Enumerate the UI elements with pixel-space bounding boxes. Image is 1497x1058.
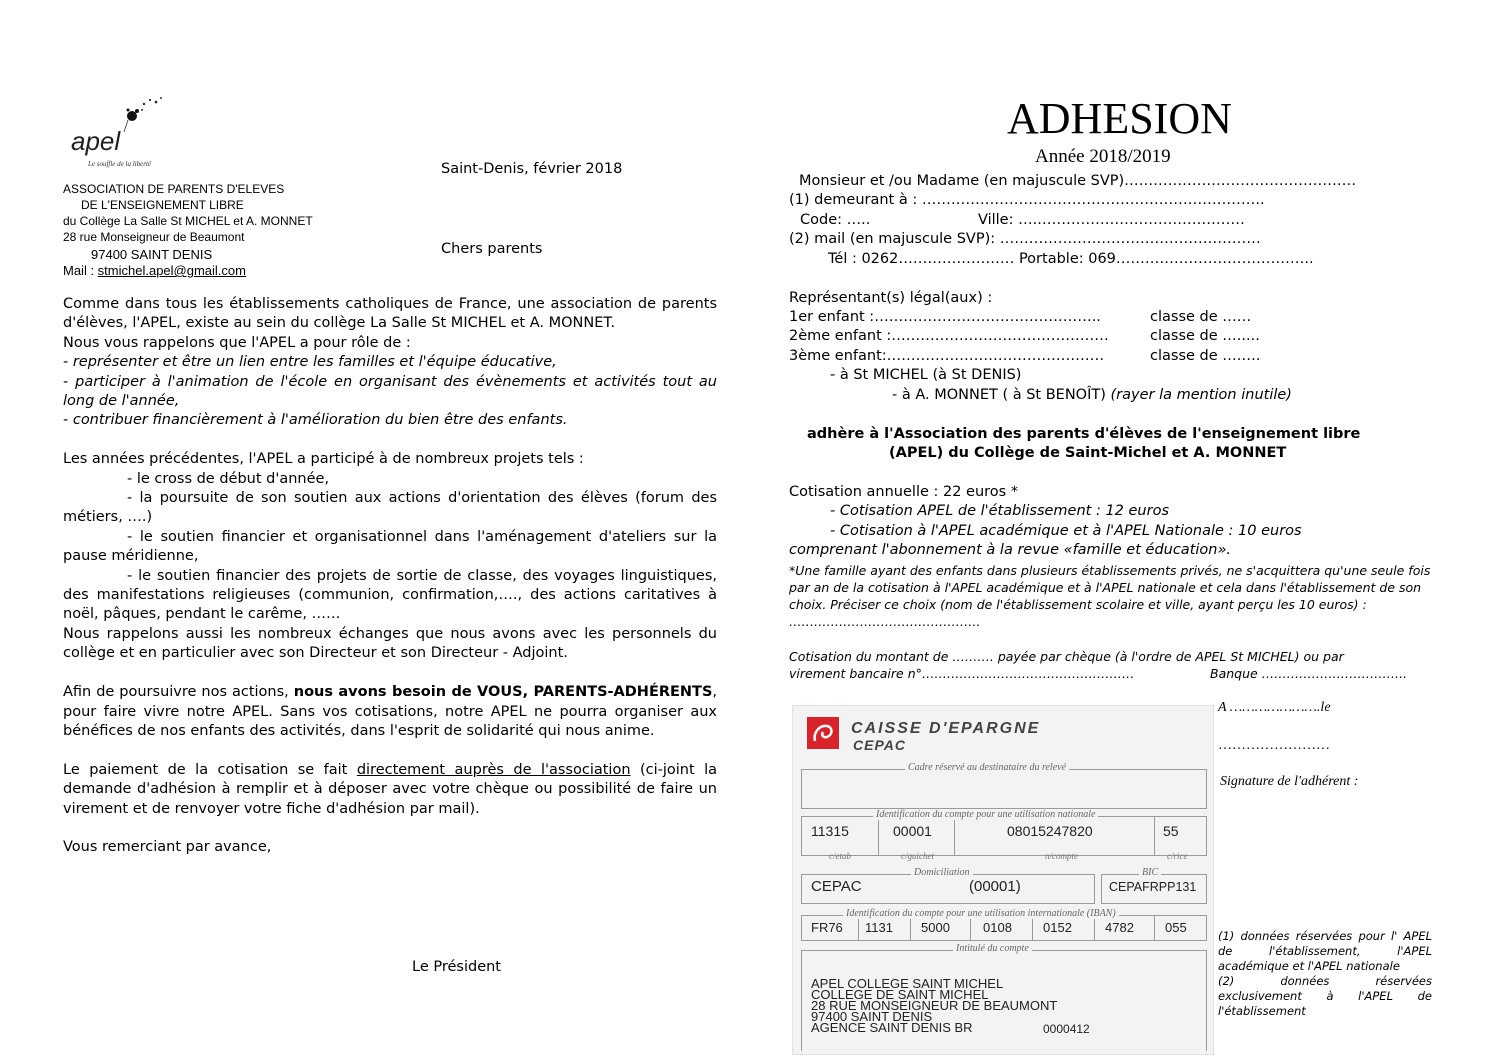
child-2-classe[interactable]: classe de …..... <box>1150 328 1260 344</box>
apel-logo <box>66 96 176 171</box>
assoc-line: ASSOCIATION DE PARENTS D'ELEVES <box>63 182 285 196</box>
child-3[interactable]: 3ème enfant:……………………………………… <box>789 348 1105 364</box>
lieu-date[interactable]: A ………………….le <box>1218 700 1331 715</box>
role-item: - participer à l'animation de l'école en organisant des évènements et activités tout au long de l'année, <box>63 373 717 410</box>
need-paragraph: Afin de poursuivre nos actions, nous avons besoin de VOUS, PARENTS-ADHÉRENTS, pour faire vivre notre APEL. Sans vos cotisations, notre APEL ne pourra organiser aux bénéfices de nos enfants des activités, dans l'esprit de solidarité qui nous anime. <box>63 684 718 739</box>
role-intro: Nous vous rappelons que l'APEL a pour rôle de : <box>63 334 411 351</box>
field-address[interactable]: (1) demeurant à : …………………………………………………………….. <box>789 192 1265 208</box>
child-3-classe[interactable]: classe de ….…. <box>1150 348 1261 364</box>
cap-dest: Cadre réservé au destinataire du relevé <box>905 762 1069 773</box>
rib-dom: CEPAC <box>811 878 862 895</box>
footnote-2: (2) données réservées exclusivement à l'APEL de l'établissement <box>1218 974 1432 1018</box>
iban-2: 1131 <box>865 920 893 935</box>
assoc-line: 28 rue Monseigneur de Beaumont <box>63 230 245 244</box>
letter-body <box>63 295 717 858</box>
field-tel[interactable]: Tél : 0262…………………… Portable: 069………………………………….. <box>828 251 1314 267</box>
iban-1: FR76 <box>811 920 843 935</box>
field-ville[interactable]: Ville: …..…………………………………… <box>978 212 1245 228</box>
lab-guichet: c/guichet <box>901 851 934 861</box>
bank-logo <box>807 717 839 749</box>
signature-label: Signature de l'adhérent : <box>1220 774 1359 789</box>
thanks: Vous remerciant par avance, <box>63 839 272 856</box>
lab-compte: n/compte <box>1045 851 1078 861</box>
child-1-classe[interactable]: classe de …… <box>1150 309 1252 325</box>
holder-line: AGENCE SAINT DENIS BR <box>811 1020 973 1035</box>
cotisation-acad: - Cotisation à l'APEL académique et à l'APEL Nationale : 10 euros <box>830 523 1302 539</box>
iban-6: 4782 <box>1105 920 1134 935</box>
cap-iban: Identification du compte pour une utilisation internationale (IBAN) <box>843 908 1119 919</box>
lab-cle: c/rice <box>1167 851 1188 861</box>
iban-3: 5000 <box>921 920 950 935</box>
payment-paragraph: Le paiement de la cotisation se fait directement auprès de l'association (ci-joint la demande d'adhésion à remplir et à déposer avec votre chèque ou possibilité de faire un virement et de renvoyer votre fiche d'adhésion par mail). <box>63 761 718 817</box>
school-monnet: - à A. MONNET ( à St BENOÎT) (rayer la mention inutile) <box>892 387 1292 403</box>
project-item: - la poursuite de son soutien aux actions d'orientation des élèves (forum des métiers, ….) <box>63 490 717 526</box>
footnote-1: (1) données réservées pour l' APEL de l'établissement, l'APEL académique et l'APEL nationale <box>1218 929 1432 973</box>
assoc-line: 97400 SAINT DENIS <box>91 247 213 262</box>
mail-link[interactable]: stmichel.apel@gmail.com <box>97 263 246 278</box>
adhere-line-1: adhère à l'Association des parents d'élèves de l'enseignement libre <box>807 426 1361 442</box>
field-name[interactable]: Monsieur et /ou Madame (en majuscule SVP)………………………………………… <box>799 173 1357 189</box>
adhere-line-2: (APEL) du Collège de Saint-Michel et A. MONNET <box>889 445 1287 461</box>
dest-box <box>801 769 1207 809</box>
rib-card <box>792 705 1214 1055</box>
agence-code: 0000412 <box>1043 1022 1090 1036</box>
holder-line: APEL COLLEGE SAINT MICHEL <box>811 976 1004 991</box>
logo-name: apel <box>71 126 121 156</box>
bank-sub: CEPAC <box>853 737 906 753</box>
representant-label: Représentant(s) légal(aux) : <box>789 290 993 306</box>
cap-bic: BIC <box>1139 867 1161 878</box>
intro-paragraph: Comme dans tous les établissements catholiques de France, une association de parents d'élèves, l'APEL, existe au sein du collège La Salle St MICHEL et A. MONNET. <box>63 296 717 332</box>
rib-dom-code: (00001) <box>969 878 1021 895</box>
cotisation-revue: comprenant l'abonnement à la revue «famille et éducation». <box>789 542 1232 558</box>
iban-7: 055 <box>1165 920 1187 935</box>
rib-bic: CEPAFRPP131 <box>1109 880 1197 894</box>
child-1[interactable]: 1er enfant :……………………………………….. <box>789 309 1101 325</box>
project-item: - le cross de début d'année, <box>127 470 330 487</box>
signature-president: Le Président <box>412 959 501 975</box>
field-code[interactable]: Code: ….. <box>800 212 871 228</box>
cotisation-annuelle: Cotisation annuelle : 22 euros * <box>789 484 1019 500</box>
holder-block <box>811 978 1057 1033</box>
role-item: - contribuer financièrement à l'amélioration du bien être des enfants. <box>63 412 568 429</box>
rib-compte: 08015247820 <box>1007 823 1093 839</box>
school-st-michel: - à St MICHEL (à St DENIS) <box>830 367 1022 383</box>
cap-int: Intitulé du compte <box>953 943 1032 954</box>
date-dots[interactable]: …………………… <box>1218 738 1330 753</box>
montant-line-1[interactable]: Cotisation du montant de ………. payée par chèque (à l'ordre de APEL St MICHEL) ou par <box>789 649 1344 664</box>
logo-tagline: Le souffle de la liberté <box>88 160 151 168</box>
rib-guichet: 00001 <box>893 823 932 839</box>
project-item: - le soutien financier et organisationnel dans l'aménagement d'ateliers sur la pause méridienne, <box>63 528 717 565</box>
nat-box <box>801 816 1207 856</box>
projects-intro: Les années précédentes, l'APEL a participé à de nombreux projets tels : <box>63 451 584 468</box>
bank-name: CAISSE D'EPARGNE <box>851 720 1041 737</box>
lab-banque: c/etab <box>829 851 851 861</box>
cotisation-note: *Une famille ayant des enfants dans plusieurs établissements privés, ne s'acquittera qu'une seule fois par an de la cotisation à l'APEL académique et à l'APEL nationale et cela dans l'établissement de son choix. Préciser ce choix (nom de l'établissement scolaire et ville, ayant perçu les 10 euros) : ………………………………………. <box>789 563 1431 629</box>
cap-dom: Domiciliation <box>911 867 973 878</box>
project-item: - le soutien financier des projets de sortie de classe, des voyages linguistiques, des manifestations religieuses (communion, confirmation,…., des actions caritatives à noël, pâques, pendant le carême, …… <box>63 567 717 623</box>
letter-date: Saint-Denis, février 2018 <box>441 161 623 177</box>
assoc-line: du Collège La Salle St MICHEL et A. MONNET <box>63 214 313 228</box>
association-address <box>63 181 313 279</box>
field-mail[interactable]: (2) mail (en majuscule SVP): ……………………………………………… <box>789 231 1261 247</box>
greeting: Chers parents <box>441 241 543 257</box>
squirrel-icon <box>807 717 839 749</box>
form-year: Année 2018/2019 <box>1035 146 1171 167</box>
banque-field[interactable]: Banque …………………………….. <box>1210 666 1408 681</box>
role-item: - représenter et être un lien entre les familles et l'équipe éducative, <box>63 354 557 371</box>
form-title: ADHESION <box>1007 94 1232 143</box>
holder-line: 28 RUE MONSEIGNEUR DE BEAUMONT <box>811 998 1058 1013</box>
cotisation-etab: - Cotisation APEL de l'établissement : 12 euros <box>830 503 1170 519</box>
montant-line-2[interactable]: virement bancaire n°…………………………………………… <box>789 666 1135 681</box>
holder-line: COLLEGE DE SAINT MICHEL <box>811 987 989 1002</box>
iban-4: 0108 <box>983 920 1012 935</box>
rib-cle: 55 <box>1163 823 1179 839</box>
mail-label: Mail : <box>63 263 98 278</box>
assoc-line: DE L'ENSEIGNEMENT LIBRE <box>81 198 244 212</box>
iban-5: 0152 <box>1043 920 1072 935</box>
cap-nat: Identification du compte pour une utilisation nationale <box>873 809 1098 820</box>
child-2[interactable]: 2ème enfant :……………………………………… <box>789 328 1109 344</box>
rib-banque: 11315 <box>811 823 849 839</box>
holder-line: 97400 SAINT DENIS <box>811 1009 933 1024</box>
exchanges-paragraph: Nous rappelons aussi les nombreux échanges que nous avons avec les personnels du collège et en particulier avec son Directeur et son Directeur - Adjoint. <box>63 625 717 662</box>
